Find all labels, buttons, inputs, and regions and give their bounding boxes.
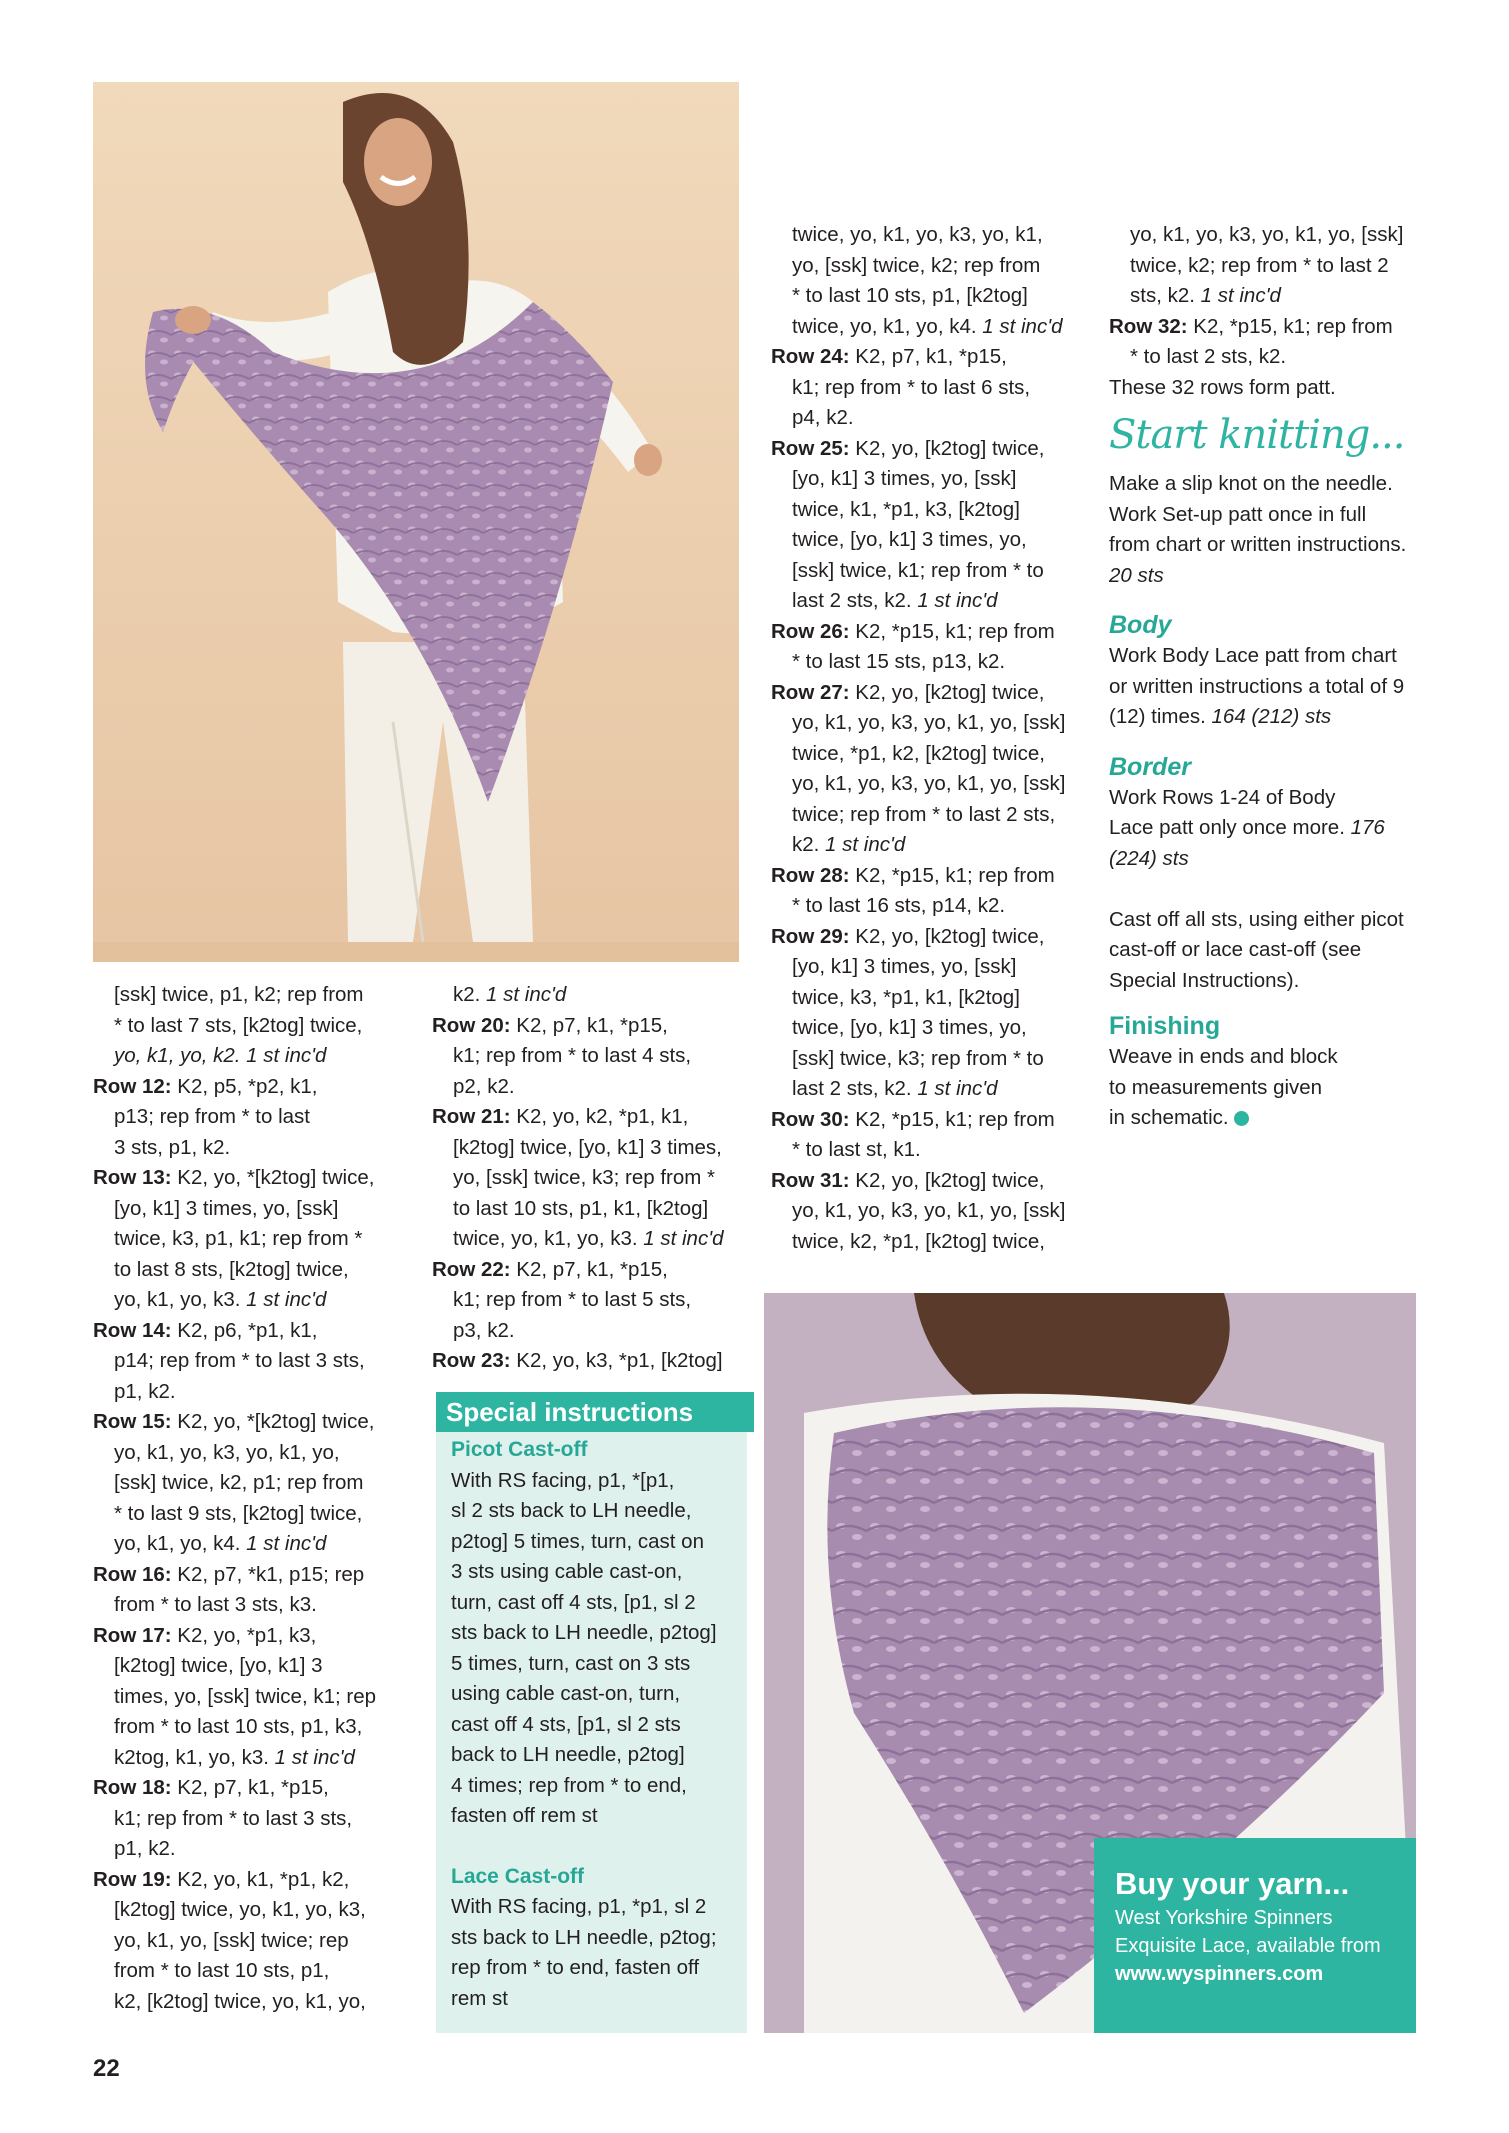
pattern-line — [771, 891, 1106, 922]
picot-castoff-heading: Picot Cast-off — [451, 1438, 588, 1461]
start-knitting-note — [1109, 561, 1449, 592]
row-text: * to last 2 sts, k2. — [1130, 345, 1287, 368]
pattern-line — [771, 1013, 1106, 1044]
pattern-line — [771, 495, 1106, 526]
row-label: Row 23: — [432, 1349, 511, 1372]
row-text: twice, yo, k1, yo, k4. — [792, 314, 983, 338]
body-heading: Body — [1109, 611, 1172, 639]
pattern-line — [771, 1074, 1106, 1105]
pattern-line — [771, 1227, 1106, 1258]
buy-yarn-line: Exquisite Lace, available from — [1115, 1935, 1381, 1957]
row-text: twice, k2; rep from * to last 2 — [1130, 253, 1389, 277]
pattern-line — [93, 1956, 423, 1987]
rows-31-32-continued — [1109, 220, 1449, 403]
row-text: K2, p7, k1, *p15, — [849, 345, 1007, 368]
pattern-line — [1109, 251, 1449, 282]
row-text: to last 8 sts, [k2tog] twice, — [114, 1257, 349, 1281]
row-text: p2, k2. — [453, 1074, 515, 1098]
pattern-line — [771, 1135, 1106, 1166]
pattern-line — [771, 525, 1106, 556]
buy-yarn-title: Buy your yarn... — [1115, 1866, 1350, 1901]
row-text: from * to last 3 sts, k3. — [114, 1593, 317, 1616]
pattern-row-start — [93, 1621, 423, 1652]
row-text: yo, [ssk] twice, k2; rep from — [792, 253, 1041, 277]
pattern-row-start — [93, 1773, 423, 1804]
pattern-line — [93, 1834, 423, 1865]
border-text — [1109, 783, 1449, 997]
pattern-row-start — [771, 922, 1106, 953]
row-text: * to last 15 sts, p13, k2. — [792, 650, 1006, 673]
pattern-line — [93, 1438, 423, 1469]
stitch-increase-note: 1 st inc'd — [274, 1745, 355, 1769]
pattern-column-4 — [1109, 220, 1449, 1134]
pattern-line — [93, 1102, 423, 1133]
row-text: k1; rep from * to last 4 sts, — [453, 1044, 692, 1067]
instruction-line: fasten off rem st — [451, 1804, 598, 1827]
row-text: K2, yo, [k2tog] twice, — [849, 680, 1045, 704]
border-line: Work Rows 1-24 of Body — [1109, 785, 1336, 809]
shawl-photo-illustration — [93, 82, 739, 962]
border-line — [1109, 844, 1449, 875]
page-number: 22 — [93, 2055, 120, 2082]
row-text: These 32 rows form patt. — [1109, 375, 1336, 399]
pattern-line — [93, 1285, 423, 1316]
pattern-row-start — [771, 617, 1106, 648]
pattern-line — [771, 403, 1106, 434]
row-text: K2, yo, *[k2tog] twice, — [171, 1166, 375, 1189]
row-label: Row 17: — [93, 1623, 172, 1647]
pattern-column-1 — [93, 980, 423, 2017]
row-text: sts, k2. — [1130, 284, 1201, 307]
pattern-line — [771, 251, 1106, 282]
body-line-text: (12) times. — [1109, 705, 1212, 728]
photo-model-shawl-back — [93, 82, 739, 962]
pattern-row-start — [1109, 312, 1449, 343]
castoff-line: Special Instructions). — [1109, 968, 1300, 992]
row-text: * to last 16 sts, p14, k2. — [792, 894, 1006, 917]
row-text: * to last st, k1. — [792, 1138, 921, 1161]
row-label: Row 32: — [1109, 314, 1188, 338]
row-text: p3, k2. — [453, 1318, 515, 1342]
row-text: p1, k2. — [114, 1379, 176, 1403]
instruction-line: 5 times, turn, cast on 3 sts — [451, 1651, 691, 1675]
pattern-line — [93, 1133, 423, 1164]
start-knitting-line: from chart or written instructions. — [1109, 533, 1407, 556]
stitch-increase-note: 1 st inc'd — [643, 1227, 724, 1250]
stitch-increase-note: 1 st inc'd — [982, 314, 1063, 338]
row-text: twice, *p1, k2, [k2tog] twice, — [792, 741, 1045, 765]
pattern-line — [771, 769, 1106, 800]
pattern-line — [771, 312, 1106, 343]
instruction-line: cast off 4 sts, [p1, sl 2 sts — [451, 1712, 681, 1736]
body-line: Work Body Lace patt from chart — [1109, 644, 1397, 667]
row-label: Row 12: — [93, 1074, 172, 1098]
pattern-line — [93, 1804, 423, 1835]
pattern-line — [93, 1468, 423, 1499]
instruction-line: sl 2 sts back to LH needle, — [451, 1499, 692, 1522]
row-text: k2. — [453, 983, 487, 1006]
pattern-row-start — [93, 1072, 423, 1103]
pattern-row-start — [432, 1255, 762, 1286]
pattern-line — [1109, 373, 1449, 404]
finishing-line: to measurements given — [1109, 1075, 1323, 1099]
stitch-increase-note: 1 st inc'd — [246, 1288, 327, 1311]
pattern-line — [93, 1346, 423, 1377]
row-text: k1; rep from * to last 5 sts, — [453, 1288, 692, 1311]
row-text: yo, k1, yo, k3, yo, k1, yo, [ssk] — [792, 772, 1066, 795]
row-text: K2, yo, [k2tog] twice, — [849, 1168, 1045, 1192]
row-label: Row 19: — [93, 1867, 172, 1891]
pattern-line — [93, 1224, 423, 1255]
pattern-line — [93, 1255, 423, 1286]
instruction-line: With RS facing, p1, *[p1, — [451, 1468, 675, 1492]
pattern-line — [93, 1590, 423, 1621]
pattern-line — [93, 1529, 423, 1560]
row-label: Row 13: — [93, 1166, 172, 1189]
border-heading: Border — [1109, 752, 1191, 781]
row-text: [ssk] twice, k1; rep from * to — [792, 558, 1044, 582]
row-text: K2, yo, [k2tog] twice, — [849, 436, 1045, 460]
spacer — [1109, 874, 1449, 905]
row-text: K2, p5, *p2, k1, — [171, 1074, 318, 1098]
row-label: Row 31: — [771, 1168, 850, 1192]
pattern-line — [771, 373, 1106, 404]
pattern-line — [93, 1011, 423, 1042]
pattern-row-start — [93, 1560, 423, 1591]
pattern-row-start — [432, 1102, 762, 1133]
special-instructions-heading: Special instructions — [436, 1392, 754, 1432]
row-text: p14; rep from * to last 3 sts, — [114, 1349, 365, 1372]
row-label: Row 25: — [771, 436, 850, 460]
pattern-line — [432, 1194, 762, 1225]
row-text: from * to last 10 sts, p1, — [114, 1959, 330, 1982]
pattern-row-start — [771, 678, 1106, 709]
row-text: last 2 sts, k2. — [792, 1077, 918, 1100]
row-text: k1; rep from * to last 6 sts, — [792, 375, 1031, 399]
pattern-line — [432, 1224, 762, 1255]
row-label: Row 14: — [93, 1318, 172, 1342]
row-text: K2, yo, *p1, k3, — [171, 1623, 317, 1647]
instruction-line: sts back to LH needle, p2tog; — [451, 1925, 717, 1949]
pattern-line — [93, 1194, 423, 1225]
row-text: K2, p7, k1, *p15, — [171, 1776, 329, 1799]
row-label: Row 16: — [93, 1562, 172, 1586]
row-text: K2, yo, k3, *p1, [k2tog] — [510, 1349, 723, 1372]
pattern-line — [771, 586, 1106, 617]
body-line: or written instructions a total of 9 — [1109, 674, 1405, 698]
row-text: [k2tog] twice, [yo, k1] 3 times, — [453, 1135, 722, 1159]
row-text: twice, k2, *p1, [k2tog] twice, — [792, 1229, 1045, 1253]
pattern-line — [93, 1651, 423, 1682]
row-text: K2, *p15, k1; rep from — [849, 863, 1055, 887]
row-text: * to last 9 sts, [k2tog] twice, — [114, 1501, 363, 1525]
pattern-line — [93, 1895, 423, 1926]
row-text: p1, k2. — [114, 1837, 176, 1860]
instruction-line: sts back to LH needle, p2tog] — [451, 1621, 717, 1644]
pattern-row-start — [93, 1316, 423, 1347]
pattern-line — [1109, 342, 1449, 373]
row-text: K2, yo, [k2tog] twice, — [849, 924, 1045, 948]
border-line-text: Lace patt only once more. — [1109, 816, 1351, 839]
row-text: K2, yo, k1, *p1, k2, — [171, 1867, 350, 1891]
pattern-row-start — [771, 1105, 1106, 1136]
body-line — [1109, 702, 1449, 733]
row-text: [ssk] twice, p1, k2; rep from — [114, 983, 364, 1006]
special-instructions-body — [451, 1435, 741, 2014]
row-text: yo, k1, yo, k4. — [114, 1532, 247, 1555]
start-knitting-line: Make a slip knot on the needle. — [1109, 472, 1393, 495]
row-text: * to last 10 sts, p1, [k2tog] — [792, 284, 1028, 307]
start-knitting-line: Work Set-up patt once in full — [1109, 502, 1367, 526]
row-text: k2, [k2tog] twice, yo, k1, yo, — [114, 1989, 366, 2013]
picot-castoff-text — [451, 1466, 741, 1832]
row-label: Row 26: — [771, 619, 850, 643]
start-knitting-heading: Start knitting... — [1109, 412, 1405, 458]
pattern-line — [93, 1926, 423, 1957]
pattern-row-start — [771, 861, 1106, 892]
row-text: [yo, k1] 3 times, yo, [ssk] — [792, 467, 1017, 490]
row-text: k2tog, k1, yo, k3. — [114, 1745, 275, 1769]
stitch-count: 176 — [1350, 816, 1385, 839]
row-label: Row 29: — [771, 924, 850, 948]
pattern-line — [771, 647, 1106, 678]
castoff-line: cast-off or lace cast-off (see — [1109, 938, 1362, 961]
pattern-line — [771, 983, 1106, 1014]
pattern-column-2 — [432, 980, 762, 1377]
row-text: from * to last 10 sts, p1, k3, — [114, 1715, 363, 1738]
pattern-line — [771, 708, 1106, 739]
pattern-row-start — [93, 1407, 423, 1438]
pattern-row-start — [93, 1163, 423, 1194]
instruction-line: With RS facing, p1, *p1, sl 2 — [451, 1895, 707, 1918]
row-label: Row 15: — [93, 1410, 172, 1433]
row-text: twice, k3, *p1, k1, [k2tog] — [792, 985, 1020, 1009]
pattern-line — [771, 556, 1106, 587]
instruction-line: back to LH needle, p2tog] — [451, 1743, 685, 1766]
stitch-increase-note: 1 st inc'd — [486, 983, 567, 1006]
row-text: K2, *p15, k1; rep from — [849, 1107, 1055, 1131]
pattern-row-start — [771, 434, 1106, 465]
row-text: yo, k1, yo, k3, yo, k1, yo, [ssk] — [792, 1199, 1066, 1222]
pattern-row-start — [432, 1011, 762, 1042]
row-text: twice, yo, k1, yo, k3. — [453, 1227, 644, 1250]
pattern-line — [93, 1743, 423, 1774]
pattern-line — [1109, 220, 1449, 251]
finishing-line — [1109, 1103, 1449, 1134]
pattern-line — [432, 980, 762, 1011]
stitch-increase-note: 1 st inc'd — [1200, 284, 1281, 307]
buy-your-yarn-box — [1094, 1838, 1416, 2033]
finishing-heading: Finishing — [1109, 1012, 1221, 1040]
stitch-count: 164 (212) sts — [1211, 705, 1332, 728]
row-text: twice, [yo, k1] 3 times, yo, — [792, 528, 1027, 551]
pattern-line — [93, 1682, 423, 1713]
row-text: yo, k1, yo, [ssk] twice; rep — [114, 1928, 349, 1952]
finishing-line: Weave in ends and block — [1109, 1045, 1338, 1068]
stitch-increase-note: 1 st inc'd — [917, 589, 998, 612]
row-text: [yo, k1] 3 times, yo, [ssk] — [114, 1196, 339, 1220]
lace-castoff-heading: Lace Cast-off — [451, 1864, 585, 1888]
row-text: yo, k1, yo, k3, yo, k1, yo, [ssk] — [1130, 223, 1404, 246]
row-text: p4, k2. — [792, 406, 854, 429]
finishing-text — [1109, 1042, 1449, 1134]
stitch-increase-note: yo, k1, yo, k2. 1 st inc'd — [114, 1044, 327, 1067]
spacer — [451, 1832, 741, 1862]
yarn-shop-link[interactable]: www.wyspinners.com — [1115, 1963, 1324, 1985]
row-text: * to last 7 sts, [k2tog] twice, — [114, 1013, 363, 1037]
row-text: [k2tog] twice, yo, k1, yo, k3, — [114, 1898, 366, 1921]
pattern-line — [93, 1712, 423, 1743]
row-text: yo, k1, yo, k3, yo, k1, yo, — [114, 1440, 340, 1464]
row-text: k1; rep from * to last 3 sts, — [114, 1806, 353, 1830]
row-text: K2, p6, *p1, k1, — [171, 1318, 318, 1342]
instruction-line: rem st — [451, 1986, 508, 2010]
stitch-increase-note: 1 st inc'd — [917, 1077, 998, 1100]
row-text: yo, [ssk] twice, k3; rep from * — [453, 1166, 716, 1189]
row-text: p13; rep from * to last — [114, 1105, 310, 1128]
pattern-line — [771, 830, 1106, 861]
instruction-line: 4 times; rep from * to end, — [451, 1773, 687, 1797]
instruction-line: p2tog] 5 times, turn, cast on — [451, 1529, 704, 1553]
finishing-line-text: in schematic. — [1109, 1106, 1229, 1129]
row-text: twice, k1, *p1, k3, [k2tog] — [792, 497, 1020, 521]
buy-yarn-line: West Yorkshire Spinners — [1115, 1907, 1333, 1929]
pattern-line — [771, 220, 1106, 251]
pattern-line — [432, 1316, 762, 1347]
pattern-line — [771, 739, 1106, 770]
row-label: Row 24: — [771, 345, 850, 368]
row-text: K2, *p15, k1; rep from — [1187, 314, 1393, 338]
row-text: twice, [yo, k1] 3 times, yo, — [792, 1016, 1027, 1039]
instruction-line: rep from * to end, fasten off — [451, 1956, 700, 1979]
row-text: k2. — [792, 833, 826, 856]
pattern-line — [432, 1285, 762, 1316]
pattern-line — [771, 1044, 1106, 1075]
row-text: K2, yo, k2, *p1, k1, — [510, 1105, 689, 1128]
yarn-ball-icon — [1234, 1111, 1249, 1126]
instruction-line: using cable cast-on, turn, — [451, 1682, 681, 1705]
row-text: yo, k1, yo, k3, yo, k1, yo, [ssk] — [792, 711, 1066, 734]
row-text: yo, k1, yo, k3. — [114, 1288, 247, 1311]
row-text: K2, p7, k1, *p15, — [510, 1257, 668, 1281]
row-text: K2, *p15, k1; rep from — [849, 619, 1055, 643]
border-line — [1109, 813, 1449, 844]
pattern-line — [93, 1041, 423, 1072]
row-text: twice, k3, p1, k1; rep from * — [114, 1227, 363, 1250]
row-label: Row 27: — [771, 680, 850, 704]
pattern-line — [432, 1163, 762, 1194]
row-label: Row 28: — [771, 863, 850, 887]
row-text: [yo, k1] 3 times, yo, [ssk] — [792, 955, 1017, 978]
stitch-increase-note: 1 st inc'd — [825, 833, 906, 856]
row-label: Row 18: — [93, 1776, 172, 1799]
start-knitting-text — [1109, 469, 1449, 591]
row-label: Row 20: — [432, 1013, 511, 1037]
instruction-line: turn, cast off 4 sts, [p1, sl 2 — [451, 1590, 696, 1614]
stitch-count: 20 sts — [1109, 563, 1164, 587]
pattern-line — [771, 800, 1106, 831]
row-text: [ssk] twice, k2, p1; rep from — [114, 1471, 364, 1494]
pattern-line — [93, 1499, 423, 1530]
pattern-line — [771, 464, 1106, 495]
pattern-line — [432, 1072, 762, 1103]
row-label: Row 30: — [771, 1107, 850, 1131]
stitch-count: (224) sts — [1109, 846, 1189, 870]
row-text: twice, yo, k1, yo, k3, yo, k1, — [792, 223, 1043, 246]
pattern-row-start — [93, 1865, 423, 1896]
pattern-line — [771, 952, 1106, 983]
row-label: Row 21: — [432, 1105, 511, 1128]
body-text — [1109, 641, 1449, 733]
row-text: [ssk] twice, k3; rep from * to — [792, 1046, 1044, 1070]
row-text: K2, p7, *k1, p15; rep — [171, 1562, 365, 1586]
lace-castoff-text — [451, 1892, 741, 2014]
pattern-line — [771, 1196, 1106, 1227]
row-text: [k2tog] twice, [yo, k1] 3 — [114, 1654, 323, 1677]
stitch-increase-note: 1 st inc'd — [246, 1532, 327, 1555]
pattern-line — [771, 281, 1106, 312]
pattern-column-3 — [771, 220, 1106, 1257]
pattern-line — [93, 1987, 423, 2018]
pattern-row-start — [771, 342, 1106, 373]
pattern-line — [432, 1041, 762, 1072]
row-text: times, yo, [ssk] twice, k1; rep — [114, 1684, 377, 1708]
row-label: Row 22: — [432, 1257, 511, 1281]
castoff-line: Cast off all sts, using either picot — [1109, 907, 1404, 931]
row-text: 3 sts, p1, k2. — [114, 1135, 231, 1159]
pattern-line — [1109, 281, 1449, 312]
row-text: to last 10 sts, p1, k1, [k2tog] — [453, 1196, 709, 1220]
pattern-line — [93, 1377, 423, 1408]
row-text: K2, p7, k1, *p15, — [510, 1013, 668, 1037]
pattern-row-start — [771, 1166, 1106, 1197]
row-text: K2, yo, *[k2tog] twice, — [171, 1410, 375, 1433]
row-text: twice; rep from * to last 2 sts, — [792, 802, 1056, 826]
row-text: last 2 sts, k2. — [792, 589, 918, 612]
pattern-line — [93, 980, 423, 1011]
instruction-line: 3 sts using cable cast-on, — [451, 1560, 683, 1583]
pattern-row-start — [432, 1346, 762, 1377]
pattern-line — [432, 1133, 762, 1164]
